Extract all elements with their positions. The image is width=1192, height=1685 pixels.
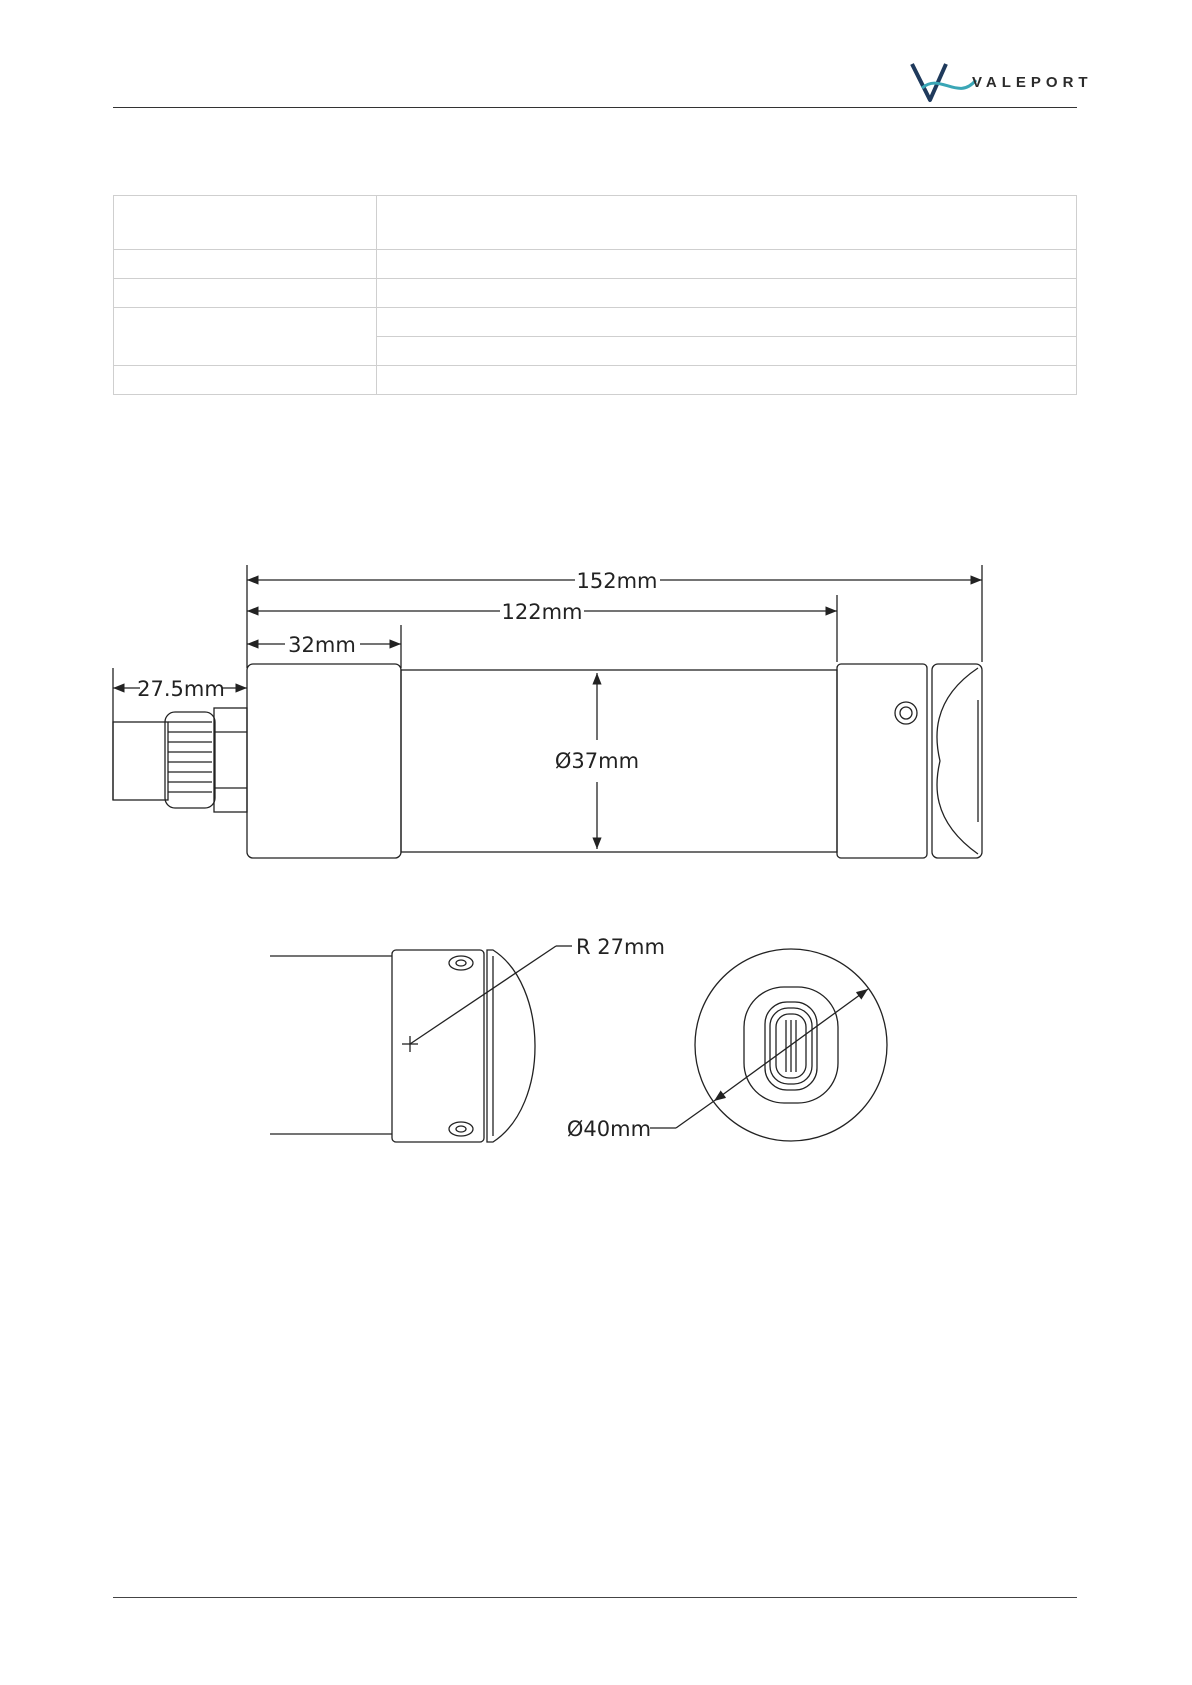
dimension-label-dome-radius: R 27mm bbox=[576, 935, 665, 959]
footer-rule bbox=[113, 1597, 1077, 1598]
dimension-label-connector: 27.5mm bbox=[137, 677, 225, 701]
dimension-label-body-diameter: Ø37mm bbox=[554, 749, 640, 773]
dimension-label-end-diameter: Ø40mm bbox=[566, 1117, 652, 1141]
dimension-label-overall: 152mm bbox=[576, 569, 658, 593]
dimension-label-body: 122mm bbox=[501, 600, 583, 624]
logo-text: VALEPORT bbox=[972, 74, 1093, 91]
dimension-label-end-cap: 32mm bbox=[288, 633, 356, 657]
